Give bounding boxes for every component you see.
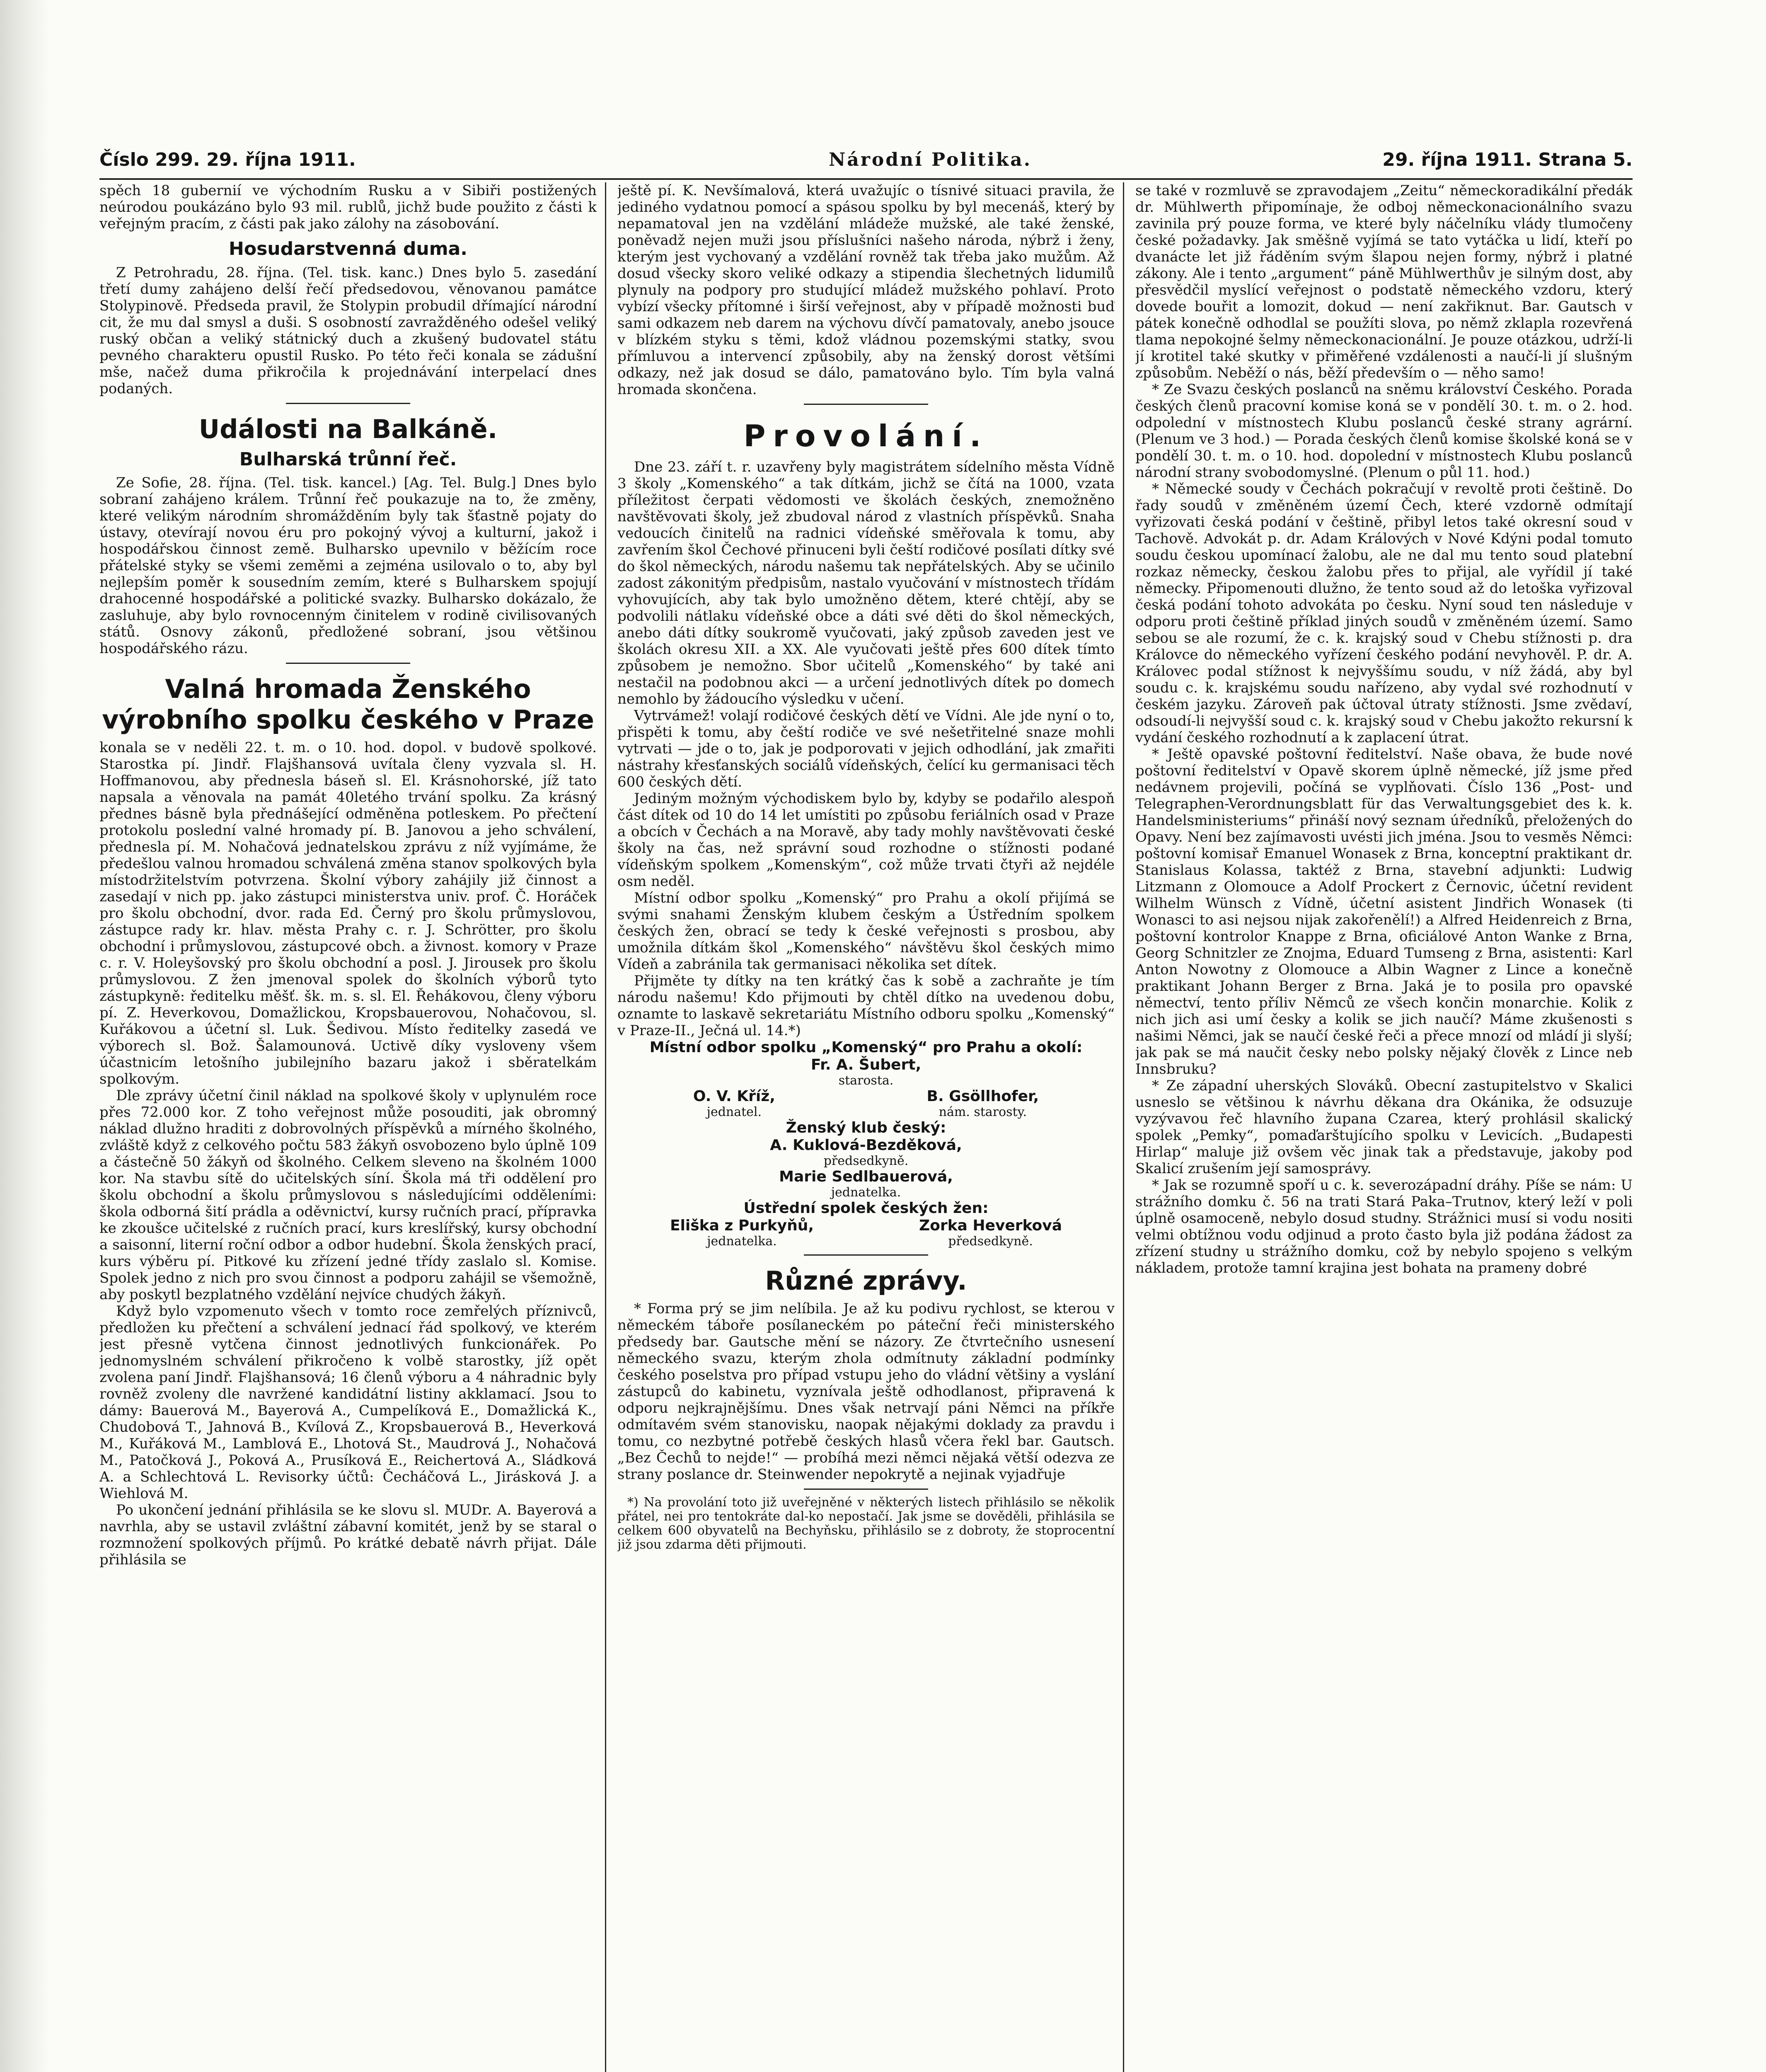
header-rule [99,178,1633,180]
column-3 [1135,182,1633,2072]
signature-name-kuklova: A. Kuklová-Bezděková, [770,1137,962,1154]
signature-role-jednatel: jednatel. [706,1105,762,1119]
section-rule [804,1254,928,1256]
column-1 [99,182,597,2072]
signature-role-nam-starosty: nám. starosty. [939,1105,1027,1119]
signature-role-predsedkyne: předsedkyně. [823,1154,909,1168]
ruzne-zpravy-text-1: * Forma prý se jim nelíbila. Je až ku podivu rychlost, se kterou v německém táboře posílaneckém po páteční řeči ministerského předsedy bar. Gautsche mění se názory. Ze čtvrtečního usnesení německého svazu, kterým zhola odmítnuty základní podmínky českého poselstva pro případ vstupu jeho do vládní většiny a vyslání zástupců do kabinetu, vyznívala ještě odhodlanost, připravená k odporu nejkrajnějšímu. Dnes však netrvají páni Němci na příkře odmítavém svém stanovisku, naopak nějakými doklady za pravdu i tomu, co nezbytné potřebě českých hlasů včera řekl bar. Gautsch. „Bez Čechů to nejde!“ — probíhá mezi němci nějaká větší odezva ze strany poslance dr. Steinwender nepokrytě a nejinak vyjadřuje [617,1300,1115,1483]
provolani-appeal: Přijměte ty dítky na ten krátký čas k sobě a zachraňte je tím národu našemu! Kdo přijmouti by chtěl dítko na uvedenou dobu, oznamte to laskavě sekretariátu Místního odboru spolku „Komenský“ v Praze-II., Ječná ul. 14.*) [617,973,1115,1039]
signature-row-2 [617,1217,1115,1249]
signature-name-gsollhofer: B. Gsöllhofer, [927,1088,1039,1105]
signature-zensky-klub: Ženský klub český: [786,1119,946,1136]
provolani-headline: Provolání. [743,419,989,453]
footnote-text: *) Na provolání toto již uveřejněné v některých listech přihlásilo se několik přátel, nei pro tentokráte dal-ko nepostačí. Jak jsme se dověděli, přihlásila se celkem 600 obyvatelů na Bechyňsku, přihlásilo se z dobroty, že stoprocentní již jsou zdarma děti přijmouti. [617,1495,1115,1552]
signature-role-jednatelka-2: jednatelka. [707,1234,777,1249]
signature-name-heverkova: Zorka Heverková [919,1217,1062,1234]
signature-role-predsedkyne-2: předsedkyně. [948,1234,1033,1249]
column-2 [617,182,1115,2072]
balkan-subheadline: Bulharská trůnní řeč. [239,449,457,470]
header-date-page: 29. října 1911. Strana 5. [1382,149,1633,170]
signature-role-starosta: starosta. [838,1073,894,1088]
ruzne-zpravy-headline: Různé zprávy. [765,1266,967,1296]
news-svaz-poslancu: * Ze Svazu českých poslanců na sněmu království Českého. Porada českých členů pracovní komise koná se v pondělí 30. t. m. o 2. hod. odpolední v místnostech Klubu poslanců české strany agrární. (Plenum ve 3 hod.) — Porada českých členů komise školské koná se v pondělí 30. t. m. o 10. hod. dopolední v místnostech Klubu poslanců národní strany svobodomyslné. (Plenum o půl 11. hod.) [1135,381,1633,481]
signature-row-1 [617,1088,1115,1119]
balkan-article-text: Ze Sofie, 28. října. (Tel. tisk. kancel.) [Ag. Tel. Bulg.] Dnes bylo sobraní zahájeno králem. Trůnní řeč poukazuje na to, že změny, které velikým národním shromážděním byly tak šťastně pojaty do ústavy, otevírají novou éru pro pokojný vývoj a kulturní, jakož i hospodářskou činnost země. Bulharsko upevnilo v běžícím roce přátelské styky se všemi zeměmi a zejména usilovalo o to, aby byl nejlepším poměr k sousedním zemím, které s Bulharskem spojují drahocenné hospodářské a politické svazky. Bulharsko dokázalo, že zasluhuje, aby bylo rovnocenným činitelem v rodině civilisovaných států. Osnovy zákonů, předložené sobraní, jsou většinou hospodářského rázu. [99,474,597,657]
footnote-rule [804,1489,928,1490]
duma-article-text: Z Petrohradu, 28. října. (Tel. tisk. kanc.) Dnes bylo 5. zasedání třetí dumy zahájeno delší řečí předsedovou, věnovanou památce Stolypinově. Předseda pravil, že Stolypin probudil dřímající národní cit, že mu dal smysl a duši. S osobností zavražděného odešel veliký ruský občan a veliký státnický duch a zkušený budovatel státu pevného charakteru opustil Rusko. Po této řeči konala se zádušní mše, načež duma přikročila k projednávání interpelací dnes podaných. [99,264,597,397]
signature-role-jednatelka: jednatelka. [831,1185,901,1200]
news-nemecke-soudy: * Německé soudy v Čechách pokračují v revoltě proti češtině. Do řady soudů v změněném území Čech, které vzdorně odmítají vyřizovati česká podání v češtině, přibyl letos také okresní soud v Tachově. Advokát p. dr. Adam Králových v Nové Kdýni podal tomuto soudu českou upomínací žalobu, ale ne dal mu tento soud platební rozkaz německy, českou žalobu přes to přijal, ale vyřídil jí také německy. Připomenouti dlužno, že tento soud až do letoška vyřizoval česká podání tohoto advokáta po česku. Nyní soud ten následuje v odporu proti češtině příklad jiných soudů v změněném území. Samo sebou se ale rozumí, že c. k. krajský soud v Chebu stížnosti p. dra Královce do německého vyřízení českého podání nevyhověl. P. dr. A. Královec podal stížnost k nejvyššímu soudu, v níž žádá, aby byl soudu c. k. krajskému soudu nařízeno, aby vydal své rozhodnutí v českém jazyku. Zároveň pak účtoval útraty stížnosti. Jsme zvědaví, odsoudí-li nejvyšší soud c. k. krajský soud v Chebu jakožto rekursní k vydání českého rozhodnutí a k zaplacení útrat. [1135,481,1633,746]
signature-ustredni-spolek: Ústřední spolek českých žen: [743,1200,989,1217]
valna-hromada-continuation: ještě pí. K. Nevšímalová, která uvažujíc o tísnivé situaci pravila, že jediného vydatnou pomocí a spásou spolku by byl mecenáš, který by nepamatoval jen na vzdělání mládeže mužské, ale také ženské, poněvadž nejen muži jsou příslušníci našeho národa, nýbrž i ženy, kterým jest vychovaný a vzdělání rovněž tak třeba jako mužům. Až dosud všecky skoro veliké odkazy a stipendia šlechetných lidumilů plynuly na podpory pro studující mládež mužského pohlaví. Proto vybízí všecky přítomné i širší veřejnost, aby v případě možnosti buď sami odkazem neb darem na výchovu dívčí pamatovaly, anebo jsouce v blízkém styku s těmi, kdož vládnou pozemskými statky, svou přímluvou a intervencí způsobily, aby na ženský dorost většími odkazy, než jak dosud se dálo, pamatováno bylo. Tím byla valná hromada skončena. [617,182,1115,398]
news-uhersti-slovaci: * Ze západní uherských Slováků. Obecní zastupitelstvo v Skalici usneslo se většinou k návrhu děkana dra Okánika, že odsuzuje vyzývavou řeč hlavního župana Czarea, který prohlásil skalický spolek „Pemky“, pomaďarštujícího spolku v Levicích. „Budapesti Hirlap“ maluje již ovšem věc jinak tak a představuje, jakoby pod Skalicí zrušením její samosprávy. [1135,1077,1633,1177]
provolani-text-3: Jediným možným východiskem bylo by, kdyby se podařilo alespoň část dítek od 10 do 14 let umístiti po způsobu feriálních osad v Praze a obcích v Čechách a na Moravě, aby tady mohly navštěvovati české školy na čas, než správní soud rozhodne o stížnosti podané vídeňským spolkem „Komenským“, což může trvati čtyři až nejdéle osm neděl. [617,790,1115,890]
provolani-text-4: Místní odbor spolku „Komenský“ pro Prahu a okolí přijímá se svými snahami Ženským klubem českým a Ústředním spolkem českých žen, obrací se tedy k české veřejnosti s prosbou, aby umožnila dítkám škol „Komenského“ návštěvu škol českých mimo Vídeň a zabránila tak germanisaci několika set dítek. [617,890,1115,973]
section-rule [286,403,410,404]
header-masthead: Národní Politika. [829,149,1032,170]
provolani-text-2: Vytrvámež! volají rodičové českých dětí ve Vídni. Ale jde nyní o to, přispěti k tomu, aby čeští rodiče ve své nešetřitelné snaze mohli vytrvati — jde o to, jak je podporovati v jejich odhodlání, jak zmařiti nástrahy křesťanských sociálů vídeňských, čelící ku germanisaci těch 600 českých dětí. [617,707,1115,790]
valna-hromada-text-3: Když bylo vzpomenuto všech v tomto roce zemřelých příznivců, předložen ku přečtení a schválení jednací řád spolkový, ve kterém jest přesně vytčena činnost jednotlivých funkcionářek. Po jednomyslném schválení přikročeno k volbě starostky, jíž opět zvolena paní Jindř. Flajšhansová; 16 členů výboru a 4 náhradnic byly rovněž zvoleny dle navržené kandidátní listiny akklamací. Jsou to dámy: Bauerová M., Bayerová A., Cumpelíková E., Domažlická K., Chudobová T., Jahnová B., Kvílová Z., Kropsbauerová B., Heverková M., Kuřáková M., Lamblová E., Lhotová St., Maudrová J., Nohačová M., Patočková J., Poková A., Prusíková E., Reichertová A., Sládková A. a Schlechtová L. Revisorky účtů: Čecháčová L., Jirásková J. a Wiehlová M. [99,1303,597,1502]
column-divider-2 [1123,182,1124,2072]
scan-edge-shadow [0,0,50,2072]
news-severozapadni-draha: * Jak se rozumně spoří u c. k. severozápadní dráhy. Píše se nám: U strážního domku č. 56 na trati Stará Paka–Trutnov, který leží v poli úplně osamoceně, nebylo dosud studny. Strážnici musí si vodu nositi velmi obtížnou vodu odjinud a proto často byla již podána žádost za zřízení studny u strážního domku, což by nebylo spojeno s velkým nákladem, protože tamní krajina jest bohata na prameny dobré [1135,1177,1633,1276]
signature-organization: Místní odbor spolku „Komenský“ pro Prahu a okolí: [649,1039,1083,1056]
signature-name-kriz: O. V. Kříž, [693,1088,775,1105]
ruzne-zpravy-continuation: se také v rozmluvě se zpravodajem „Zeitu“ německoradikální předák dr. Mühlwerth připomínaje, že odboj německonacionálního svazu zavinila prý pouze forma, ve které byly náčelníku vlády tlumočeny české požadavky. Jak směšně vyjímá se tato vytáčka u lidí, kteří po dvanácte let již řáděním svým šlapou nejen formy, nýbrž i platné zákony. Ale i tento „argument“ páně Mühlwerthův je silným dost, aby přesvědčil myslící veřejnost o podstatě německého vzdoru, který dovede bouřit a lomozit, dokud — není zakřiknut. Bar. Gautsch v pátek konečně odhodlal se použíti slova, po němž zklapla rozevřená tlama nepokojné šelmy německonacionální. Je pouze otázkou, udrží-li jí krotitel také skutky v přiměřené vzdálenosti a naučí-li jí slušným způsobům. Neběží o nás, běží především o — něho samo! [1135,182,1633,381]
valna-hromada-text-1: konala se v neděli 22. t. m. o 10. hod. dopol. v budově spolkové. Starostka pí. Jindř. Flajšhansová uvítala členy vyzvala sl. H. Hoffmanovou, aby přednesla báseň sl. El. Krásnohorské, jíž tato napsala a věnovala na památ 40letého trvání spolku. Za krásný přednes básně byla přednášející odměněna potleskem. Po přečtení protokolu poslední valné hromady pí. B. Janovou a jeho schválení, přednesla pí. M. Nohačová jednatelskou zprávu z níž vyjímáme, že předešlou valnou hromadou schválená změna stanov spolkových byla místodržitelstvím potvrzena. Školní výbory zahájily již činnost a zasedají v nich pp. jako zástupci ministerstva univ. prof. Č. Horáček pro školu obchodní, dvor. rada Ed. Černý pro školu průmyslovou, zástupce rady kr. hlav. města Prahy c. r. J. Schrötter, pro školu obchodní i průmyslovou, zástupcové obch. a živnost. komory v Praze c. r. V. Holeyšovský pro školu obchodní a posl. J. Jirousek pro školu průmyslovou. Z žen jmenoval spolek do školních výborů tyto zástupkyně: ředitelku měšť. šk. m. s. sl. El. Řehákovou, členy výboru pí. Z. Heverkovou, Domažlickou, Kropsbauerovou, Nohačovou, sl. Kuřákovou a účetní sl. Luk. Šedivou. Místo ředitelky zasedá ve výborech sl. Bož. Šalamounová. Uctivě díky vysloveny všem účastnicím letošního jubilejního bazaru jakož i sběratelkám spolkovým. [99,739,597,1087]
section-rule [804,404,928,405]
provolani-text-1: Dne 23. září t. r. uzavřeny byly magistrátem sídelního města Vídně 3 školy „Komenského“ a tak dítkám, jichž se čítá na 1000, vzata příležitost čerpati vědomosti ve školách českých, znemožněno navštěvovati školy, jež zbudoval národ z vlastních příspěvků. Snaha vedoucích činitelů na radnici vídeňské směřovala k tomu, aby zavřením škol Čechové přinuceni byli čeští rodičové posílati dítky své do škol německých, národu našemu tak nepřátelských. Aby se učinilo zadost zákonitým předpisům, nastalo vyučování v místnostech třídám vyhovujících, aby tak bylo umožněno dětem, které chtějí, aby se podvolili nátlaku vídeňské obce a dáti své děti do škol německých, anebo dáti dítky soukromě vyučovati, jaký způsob zaveden jest ve školách okresu XII. a XX. Ale vyučovati ještě přes 600 dítek tímto způsobem je nemožno. Sbor učitelů „Komenského“ by také ani nestačil na podobnou akci — a určení jednotlivých dítek po domech nemohlo by žádoucího výsledku v učení. [617,459,1115,707]
section-rule [286,663,410,664]
valna-hromada-text-2: Dle zprávy účetní činil náklad na spolkové školy v uplynulém roce přes 72.000 kor. Z toho veřejnost může posouditi, jak obromný náklad dlužno hraditi z dobrovolných příspěvků a mírného školného, zvláště když z celkového počtu 583 žákyň osvobozeno bylo úplně 109 a částečně 50 žákyň od školného. Celkem sleveno na školném 1000 kor. Na stavbu sítě do učitelských síní. Škola má tři oddělení pro školu obchodní a školu průmyslovou s následujícími odděleními: škola odborná šití prádla a oděvnictví, kursy ručních prací, přípravka ke zkoušce učitelské z ručních prací, kurs kreslířský, kursy obchodní a saisonní, literní roční odbor a odbor hudební. Škola ženských prací, kurs výběru pí. Pitkové ku zřízení jedné třídy zaslalo sl. Komise. Spolek jedno z nich pro svou činnost a podporu zahájil se všemožně, aby poskytl bezplatného vzdělání nejvíce chudých žákyň. [99,1087,597,1303]
valna-hromada-headline: Valná hromada Ženského výrobního spolku českého v Praze [102,674,594,735]
valna-hromada-text-4: Po ukončení jednání přihlásila se ke slovu sl. MUDr. A. Bayerová a navrhla, aby se ustavil zvláštní zábavní komitét, jenž by se staral o rozmnožení spolkových příjmů. Po krátké debatě návrh přijat. Dále přihlásila se [99,1502,597,1568]
header-issue-date: Číslo 299. 29. října 1911. [99,149,356,170]
article-famine-relief-text: spěch 18 gubernií ve východním Rusku a v Sibiři postižených neúrodou poukázáno bylo 93 mil. rublů, jichž bude použito z části k veřejným pracím, z části pak jako zálohy na zásobování. [99,182,597,232]
signature-name-sedlbauerova: Marie Sedlbauerová, [779,1168,953,1185]
balkan-headline: Události na Balkáně. [198,414,498,444]
news-opavske-reditelstvi: * Ještě opavské poštovní ředitelství. Naše obava, že bude nové poštovní ředitelství v Opavě skorem úplně německé, jíž jsme před nedávnem projevili, počíná se vyplňovati. Číslo 136 „Post- und Telegraphen-Verordnungsblatt für das Verwaltungsgebiet des k. k. Handelsministeriums“ přináší nový seznam úředníků, přeložených do Opavy. Není bez zajímavosti uvésti jich jména. Jsou to vesměs Němci: poštovní komisař Emanuel Wonasek z Brna, konceptní praktikant dr. Stanislaus Kolassa, taktéž z Brna, stavební adjunkti: Ludwig Litzmann z Olomouce a Adolf Prockert z Černovic, účetní revident Wilhelm Wünsch z Vídně, účetní asistent Jindřich Wonasek (ti Wonasci to asi nejsou nijak zakořenělí!) a Alfred Heidenreich z Brna, poštovní kontrolor Knappe z Brna, oficiálové Anton Wanke z Brna, Georg Schnitzler ze Znojma, Eduard Tumseng z Brna, asistenti: Karl Anton Nowotny z Olomouce a Albin Wagner z Lince a konečně praktikant Johann Berger z Brna. Jaká je to posila pro opavské němectví, tento příliv Němců ze všech končin monarchie. Kolik z nich jich asi umí česky a kolik se jich naučí? Máme zkušenosti s našimi Němci, jak se naučí české řeči a přece mnozí od mládí ji slyší; jak pak se má naučit česky nebo polsky nějaký člověk z Lince neb Innsbruku? [1135,746,1633,1077]
signature-name-subert: Fr. A. Šubert, [810,1056,922,1073]
column-divider-1 [605,182,606,2072]
page-header [99,149,1633,178]
duma-headline: Hosudarstvenná duma. [229,238,467,259]
signature-name-purkynu: Eliška z Purkyňů, [670,1217,814,1234]
